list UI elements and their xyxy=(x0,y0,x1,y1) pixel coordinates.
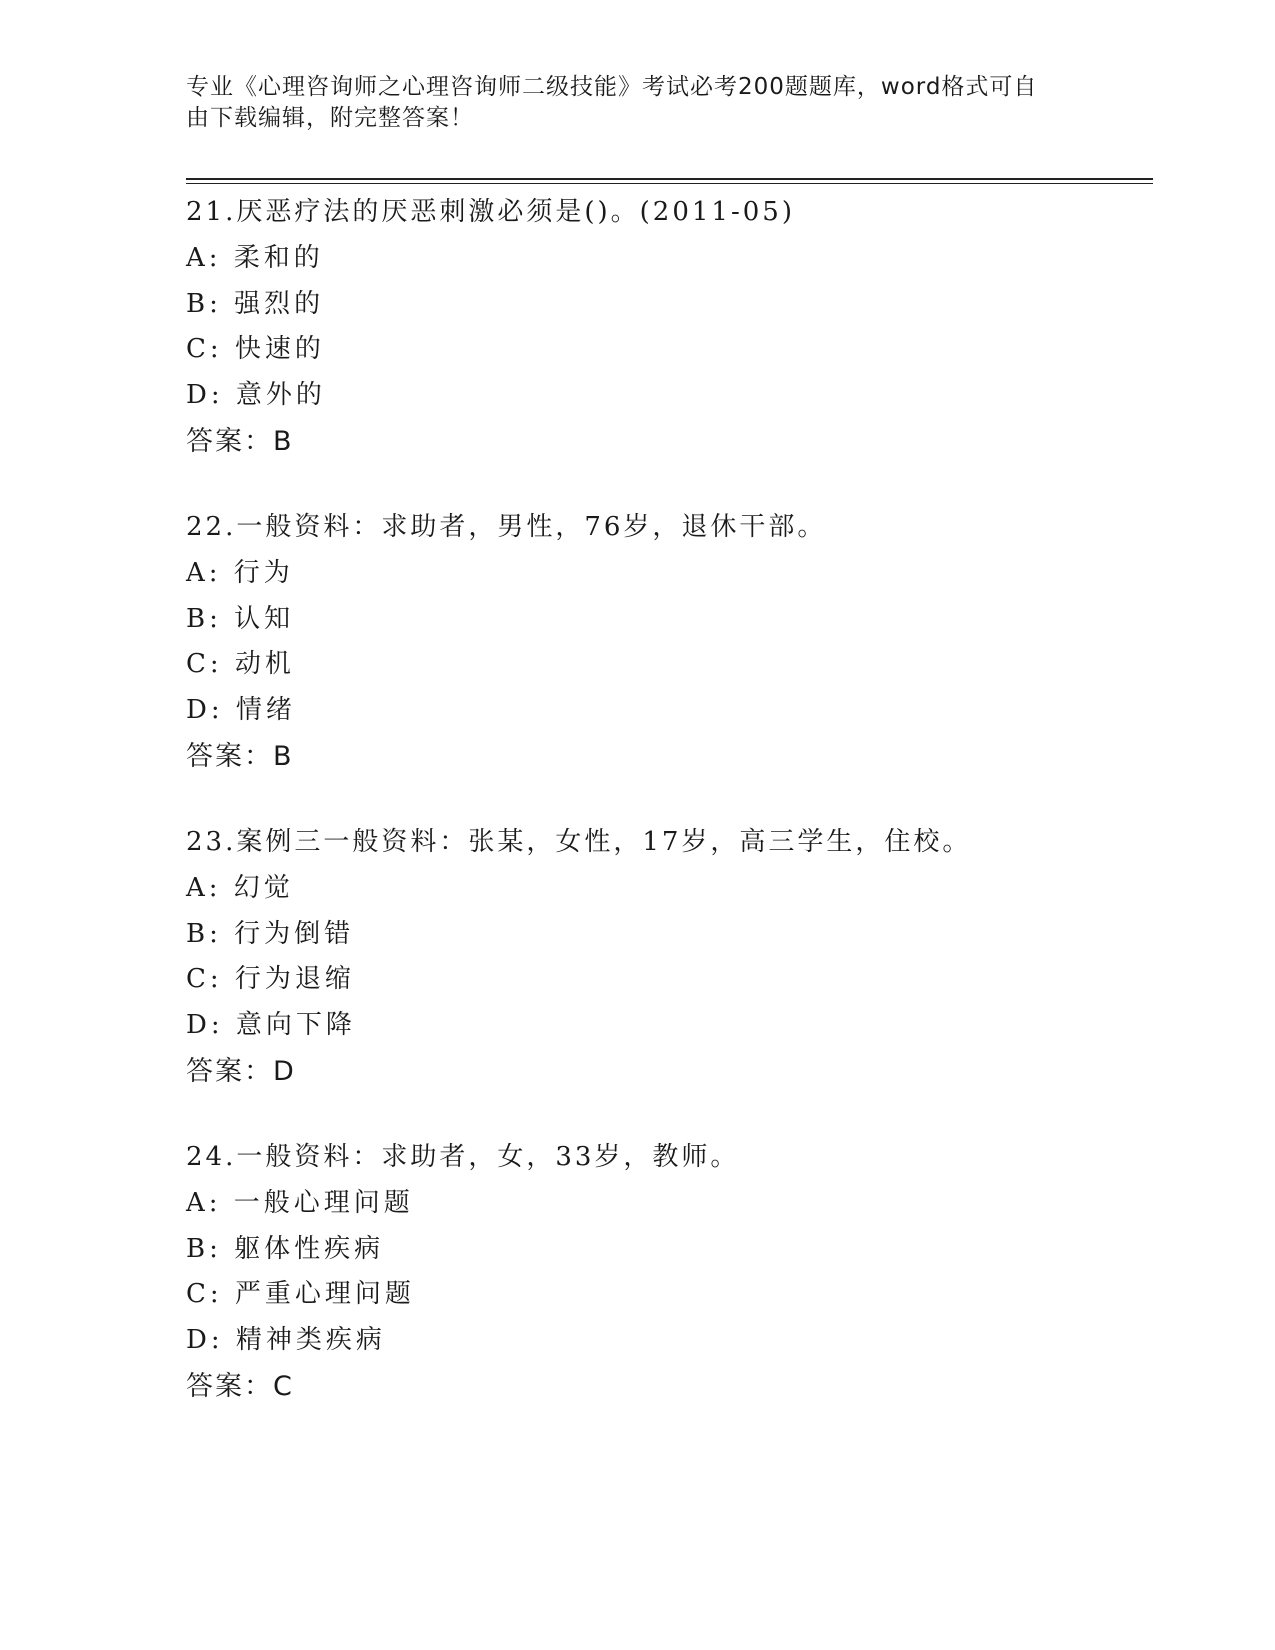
option-d: D: 精神类疾病 xyxy=(186,1325,386,1356)
option-a: A: 幻觉 xyxy=(186,872,294,903)
option-d: D: 情绪 xyxy=(186,695,296,726)
option-b: B: 强烈的 xyxy=(186,288,325,319)
question-23 xyxy=(186,820,1146,1095)
question-stem: 21.厌恶疗法的厌恶刺激必须是()。(2011-05) xyxy=(186,197,795,227)
option-b: B: 认知 xyxy=(186,603,295,634)
option-c: C: 动机 xyxy=(186,649,295,680)
header-divider-bottom xyxy=(186,183,1153,184)
answer: 答案：D xyxy=(186,1055,296,1087)
option-d: D: 意外的 xyxy=(186,380,326,411)
option-b: B: 躯体性疾病 xyxy=(186,1233,385,1264)
question-24 xyxy=(186,1135,1146,1410)
header-line-1: 专业《心理咨询师之心理咨询师二级技能》考试必考200题题库，word格式可自 xyxy=(186,74,1038,100)
header-line-2: 由下载编辑，附完整答案！ xyxy=(186,105,474,131)
option-b: B: 行为倒错 xyxy=(186,918,355,949)
option-d: D: 意向下降 xyxy=(186,1010,356,1041)
option-a: A: 一般心理问题 xyxy=(186,1187,414,1218)
option-a: A: 柔和的 xyxy=(186,242,324,273)
option-c: C: 严重心理问题 xyxy=(186,1279,415,1310)
option-a: A: 行为 xyxy=(186,557,294,588)
option-c: C: 行为退缩 xyxy=(186,964,355,995)
question-stem: 24.一般资料：求助者，女，33岁，教师。 xyxy=(186,1141,740,1172)
answer: 答案：B xyxy=(186,425,294,457)
question-stem: 22.一般资料：求助者，男性，76岁，退休干部。 xyxy=(186,511,827,542)
document-header xyxy=(186,72,1086,134)
question-22 xyxy=(186,505,1146,780)
question-list xyxy=(186,190,1146,1450)
option-c: C: 快速的 xyxy=(186,334,325,365)
question-21 xyxy=(186,190,1146,465)
answer: 答案：C xyxy=(186,1370,294,1402)
header-divider-top xyxy=(186,178,1153,180)
answer: 答案：B xyxy=(186,740,294,772)
question-stem: 23.案例三一般资料：张某，女性，17岁，高三学生，住校。 xyxy=(186,826,972,857)
